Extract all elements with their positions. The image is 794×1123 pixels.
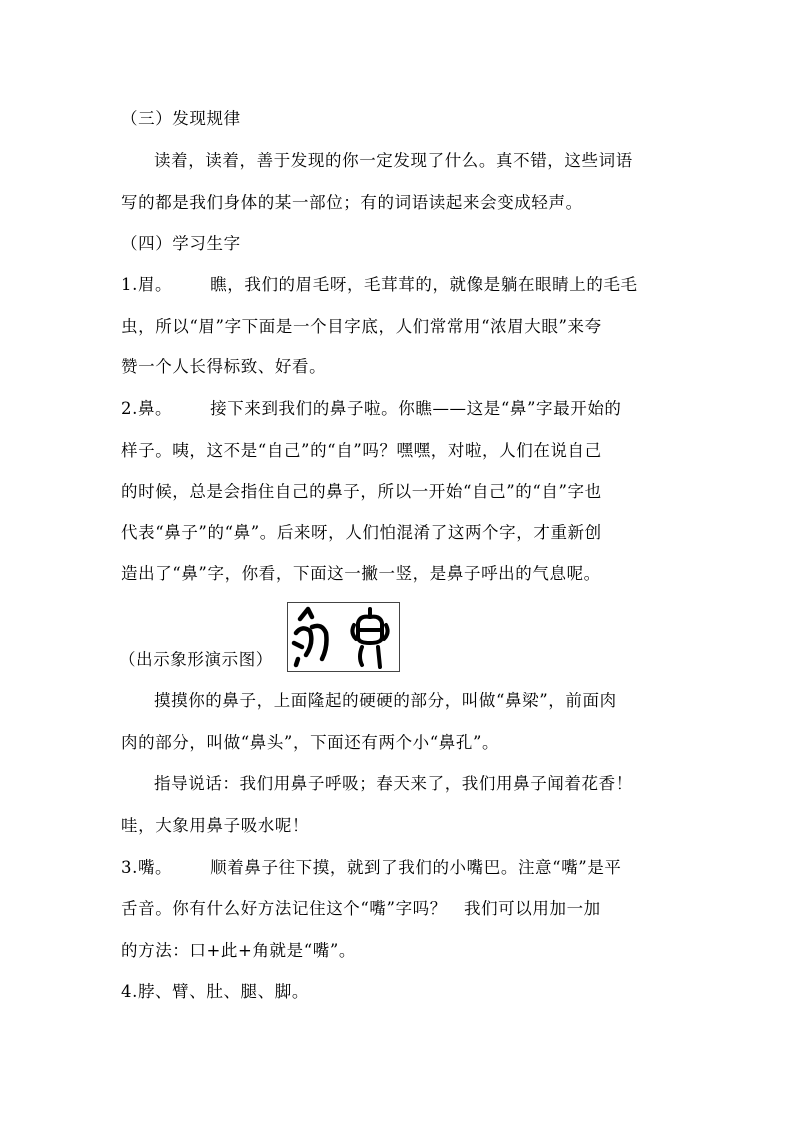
item-2-line [121,397,681,421]
paragraph-line: 写的都是我们身体的某一部位；有的词语读起来会变成轻声。 [121,193,583,212]
seal-script-nose-glyph-icon [352,609,387,667]
paragraph-line: 赞一个人长得标致、好看。 [121,357,327,376]
paragraph-line: 指导说话：我们用鼻子呼吸；春天来了，我们用鼻子闻着花香！ [154,774,633,793]
item-2-label: 2.鼻。 [121,399,173,418]
item-3-line [121,856,681,880]
paragraph-line: 舌音。你有什么好方法记住这个“嘴”字吗？ 我们可以用加一加 [121,899,601,918]
item-3-text: 顺着鼻子往下摸，就到了我们的小嘴巴。注意“嘴”是平 [210,858,622,877]
paragraph-line: 肉的部分，叫做“鼻头”，下面还有两个小“鼻孔”。 [121,733,500,752]
item-1-label: 1.眉。 [121,275,173,294]
paragraph-line: 虫，所以“眉”字下面是一个目字底，人们常常用“浓眉大眼”来夸 [121,317,602,336]
paragraph-line: 样子。咦，这不是“自己”的“自”吗？嘿嘿，对啦，人们在说自己 [121,441,602,460]
paragraph-line: 摸摸你的鼻子，上面隆起的硬硬的部分，叫做“鼻梁”，前面肉 [154,691,617,710]
paragraph-line: 代表“鼻子”的“鼻”。后来呀，人们怕混淆了这两个字，才重新创 [121,523,602,542]
item-4-line: 4.脖、臂、肚、腿、脚。 [121,982,309,1001]
section-4-heading: （四）学习生字 [121,234,241,253]
paragraph-line: 的时候，总是会指住自己的鼻子，所以一开始“自己”的“自”字也 [121,482,602,501]
paragraph-line: 哇，大象用鼻子吸水呢！ [121,816,310,835]
item-2-text: 接下来到我们的鼻子啦。你瞧——这是“鼻”字最开始的 [210,399,622,418]
paragraph-line: 造出了“鼻”字，你看，下面这一撇一竖，是鼻子呼出的气息呢。 [121,564,601,583]
item-1-line [121,273,681,297]
section-3-heading: （三）发现规律 [121,109,241,128]
paragraph-line: 读着，读着，善于发现的你一定发现了什么。真不错，这些词语 [154,151,633,170]
figure-caption: （出示象形演示图） [119,650,273,669]
paragraph-line: 的方法：口+此+角就是“嘴”。 [121,941,357,960]
pictograph-image [287,602,400,672]
item-3-label: 3.嘴。 [121,858,173,877]
ancient-nose-glyph-icon [294,609,327,665]
item-1-text: 瞧，我们的眉毛呀，毛茸茸的，就像是躺在眼睛上的毛毛 [210,275,638,294]
